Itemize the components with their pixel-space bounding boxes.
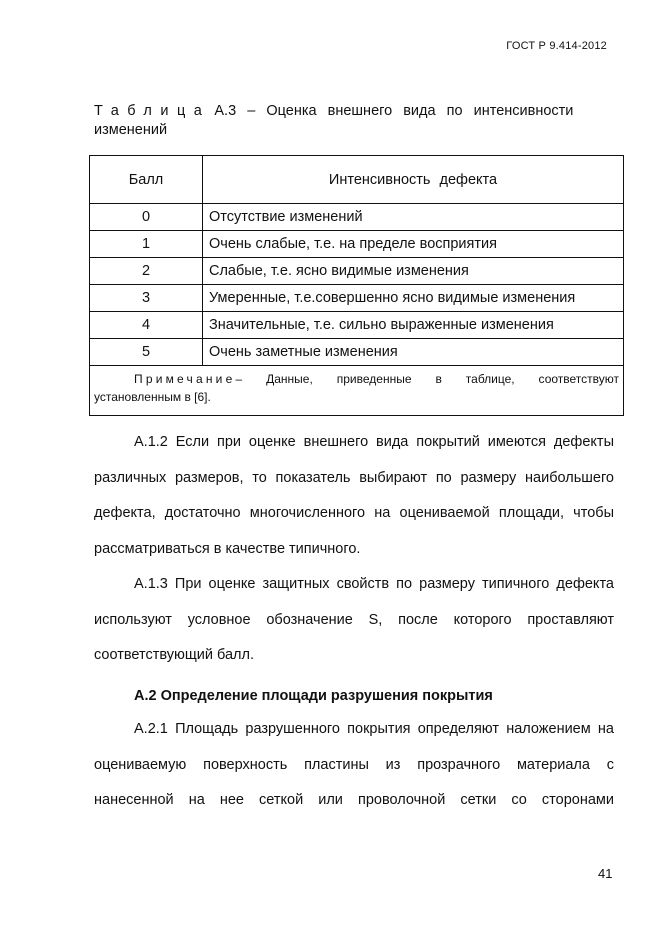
description-cell: Очень заметные изменения	[203, 339, 624, 366]
table-caption-line2: изменений	[94, 122, 168, 138]
assessment-table	[89, 155, 624, 416]
table-note	[90, 366, 624, 416]
table-row	[90, 258, 624, 285]
note-text: – Данные, приведенные в таблице, соответствуют	[235, 372, 619, 386]
table-caption-word: Таблица	[94, 103, 211, 119]
score-cell: 2	[90, 258, 203, 285]
description-cell: Слабые, т.е. ясно видимые изменения	[203, 258, 624, 285]
description-cell: Умеренные, т.е.совершенно ясно видимые изменения	[203, 285, 624, 312]
paragraph-a-1-2: А.1.2 Если при оценке внешнего вида покрытий имеются дефекты различных размеров, то показатель выбирают по размеру наибольшего дефекта, достаточно многочисленного на оцениваемой площади, чтобы рассматриваться в качестве типичного.	[94, 434, 614, 557]
table-note-line2: установленным в [6].	[94, 390, 211, 404]
table-header-row	[90, 156, 624, 204]
score-cell: 1	[90, 231, 203, 258]
table-caption	[94, 102, 614, 140]
paragraph-a-1-3: А.1.3 При оценке защитных свойств по размеру типичного дефекта используют условное обозначение S, после которого проставляют соответствующий балл.	[94, 576, 614, 663]
table-note-line1	[94, 370, 619, 388]
score-cell: 5	[90, 339, 203, 366]
score-cell: 4	[90, 312, 203, 339]
score-cell: 3	[90, 285, 203, 312]
document-code-header: ГОСТ Р 9.414-2012	[506, 40, 607, 52]
table-note-row	[90, 366, 624, 416]
table-row	[90, 204, 624, 231]
paragraph-a-2-1: А.2.1 Площадь разрушенного покрытия определяют наложением на оцениваемую поверхность пластины из прозрачного материала с нанесенной на нее сеткой или проволочной сетки со сторонами	[94, 721, 614, 808]
page-number: 41	[598, 866, 613, 881]
section-heading-a-2: А.2 Определение площади разрушения покрытия	[134, 688, 493, 704]
table-row	[90, 285, 624, 312]
description-cell: Отсутствие изменений	[203, 204, 624, 231]
column-header-intensity: Интенсивность дефекта	[203, 156, 624, 204]
column-header-score: Балл	[90, 156, 203, 204]
table-row	[90, 231, 624, 258]
description-cell: Очень слабые, т.е. на пределе восприятия	[203, 231, 624, 258]
table-row	[90, 339, 624, 366]
table-row	[90, 312, 624, 339]
table-caption-title: А.3 – Оценка внешнего вида по интенсивности	[214, 103, 574, 119]
note-label: Примечание	[134, 372, 236, 386]
description-cell: Значительные, т.е. сильно выраженные изменения	[203, 312, 624, 339]
score-cell: 0	[90, 204, 203, 231]
